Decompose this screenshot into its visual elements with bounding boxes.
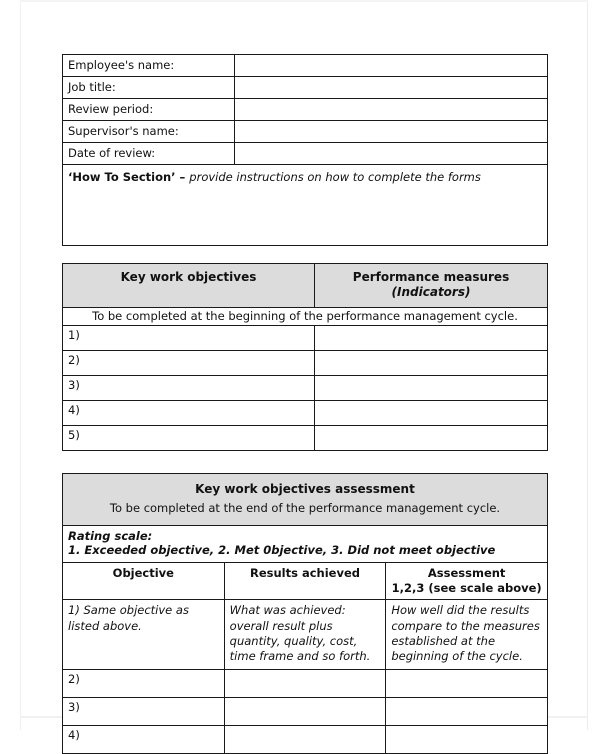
table-row <box>63 351 548 376</box>
column-header-emphasis: (Indicators) <box>391 285 471 300</box>
table-row <box>63 326 548 351</box>
supervisor-name-label: Supervisor's name: <box>63 121 235 143</box>
assessment-row-4-objective[interactable]: 4) <box>63 725 225 753</box>
column-header-key-work-objectives <box>63 264 315 308</box>
date-of-review-field[interactable] <box>235 143 548 165</box>
column-header-assessment <box>386 563 548 600</box>
supervisor-name-field[interactable] <box>235 121 548 143</box>
objective-row-1-objective[interactable]: 1) <box>63 326 315 351</box>
objective-row-3-measure[interactable] <box>315 376 548 401</box>
review-period-label: Review period: <box>63 99 235 121</box>
rating-scale-values: 1. Exceeded objective, 2. Met 0bjective, 3. Did not meet objective <box>68 543 496 558</box>
assessment-row-3-assessment[interactable] <box>386 697 548 725</box>
table-row <box>63 55 548 77</box>
column-header-performance-measures <box>315 264 548 308</box>
table-row <box>63 669 548 697</box>
assessment-row-1-objective[interactable] <box>63 600 225 670</box>
key-work-objectives-table <box>62 263 548 451</box>
assessment-row-4-results[interactable] <box>224 725 386 753</box>
table-row <box>63 600 548 670</box>
table-row <box>63 376 548 401</box>
objective-row-5-measure[interactable] <box>315 426 548 451</box>
date-of-review-label: Date of review: <box>63 143 235 165</box>
assessment-row-4-assessment[interactable] <box>386 725 548 753</box>
how-to-section-cell[interactable] <box>63 165 548 246</box>
column-header-results-achieved <box>224 563 386 600</box>
performance-review-form <box>62 0 548 754</box>
key-work-objectives-assessment-table <box>62 473 548 753</box>
table-header-row <box>63 474 548 525</box>
assessment-row-1-objective-text: Same objective as listed above. <box>68 603 189 633</box>
column-header-label: Assessment <box>427 566 506 581</box>
assessment-banner-title: Key work objectives assessment <box>195 482 415 497</box>
objectives-subtitle: To be completed at the beginning of the performance management cycle. <box>63 307 548 326</box>
objective-row-2-objective[interactable]: 2) <box>63 351 315 376</box>
table-row <box>63 143 548 165</box>
assessment-row-1-assessment[interactable]: How well did the results compare to the measures established at the beginning of the cycle. <box>386 600 548 670</box>
table-row <box>63 77 548 99</box>
employee-identity-table <box>62 54 548 246</box>
table-row <box>63 697 548 725</box>
table-header-row <box>63 264 548 308</box>
employee-name-label: Employee's name: <box>63 55 235 77</box>
job-title-label: Job title: <box>63 77 235 99</box>
objective-row-4-objective[interactable]: 4) <box>63 401 315 426</box>
column-header-label: Key work objectives <box>120 270 257 284</box>
column-header-label: Performance measures <box>352 270 510 284</box>
assessment-banner-subtitle: To be completed at the end of the performance management cycle. <box>109 500 501 515</box>
assessment-row-2-results[interactable] <box>224 669 386 697</box>
objective-row-5-objective[interactable]: 5) <box>63 426 315 451</box>
assessment-row-1-results[interactable]: What was achieved: overall result plus quantity, quality, cost, time frame and so forth. <box>224 600 386 670</box>
table-row <box>63 401 548 426</box>
column-header-label: Results achieved <box>249 566 360 581</box>
table-row <box>63 165 548 246</box>
table-row <box>63 307 548 326</box>
table-row <box>63 725 548 753</box>
column-header-label: Objective <box>112 566 174 581</box>
table-row <box>63 426 548 451</box>
objective-row-2-measure[interactable] <box>315 351 548 376</box>
assessment-row-2-assessment[interactable] <box>386 669 548 697</box>
column-header-objective <box>63 563 225 600</box>
rating-scale-cell <box>63 525 548 563</box>
assessment-banner <box>63 474 548 525</box>
column-header-assessment-scale-note: 1,2,3 (see scale above) <box>391 580 542 595</box>
how-to-section-title: ‘How To Section’ – <box>68 170 190 184</box>
table-row <box>63 525 548 563</box>
assessment-row-2-objective[interactable]: 2) <box>63 669 225 697</box>
how-to-section-instruction: provide instructions on how to complete the forms <box>189 170 481 184</box>
table-row <box>63 99 548 121</box>
review-period-field[interactable] <box>235 99 548 121</box>
assessment-row-3-objective[interactable]: 3) <box>63 697 225 725</box>
objective-row-4-measure[interactable] <box>315 401 548 426</box>
objective-row-1-measure[interactable] <box>315 326 548 351</box>
assessment-row-1-number: 1) <box>68 603 80 618</box>
objective-row-3-objective[interactable]: 3) <box>63 376 315 401</box>
table-row <box>63 121 548 143</box>
assessment-row-3-results[interactable] <box>224 697 386 725</box>
employee-name-field[interactable] <box>235 55 548 77</box>
table-header-row <box>63 563 548 600</box>
rating-scale-label: Rating scale: <box>68 528 153 543</box>
job-title-field[interactable] <box>235 77 548 99</box>
